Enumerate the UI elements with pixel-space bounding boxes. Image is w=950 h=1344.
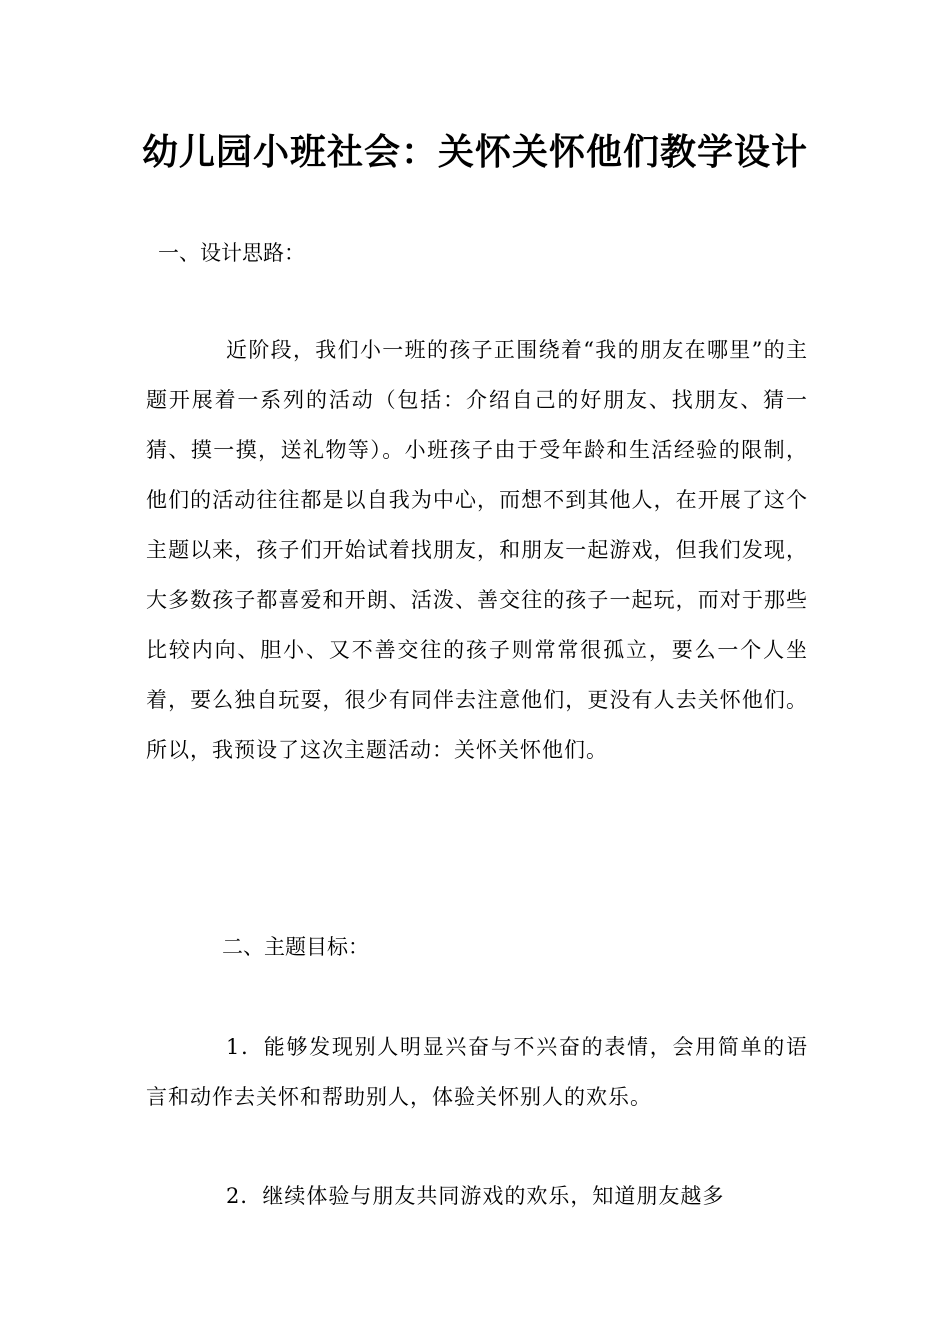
section-heading-goals: 二、主题目标： [222, 935, 369, 959]
goal-item-1: 1．能够发现别人明显兴奋与不兴奋的表情，会用简单的语言和动作去关怀和帮助别人，体验关怀别人的欢乐。 [146, 1035, 808, 1109]
section-heading-design-idea: 一、设计思路： [158, 241, 305, 265]
document-title: 幼儿园小班社会：关怀关怀他们教学设计 [141, 132, 808, 173]
goal-item-2: 2．继续体验与朋友共同游戏的欢乐，知道朋友越多 [226, 1184, 725, 1208]
paragraph-design-idea: 近阶段，我们小一班的孩子正围绕着“我的朋友在哪里”的主题开展着一系列的活动（包括：介绍自己的好朋友、找朋友、猜一猜、摸一摸，送礼物等）。小班孩子由于受年龄和生活经验的限制，他们的活动往往都是以自我为中心，而想不到其他人，在开展了这个主题以来，孩子们开始试着找朋友，和朋友一起游戏，但我们发现，大多数孩子都喜爱和开朗、活泼、善交往的孩子一起玩，而对于那些比较内向、胆小、又不善交往的孩子则常常很孤立，要么一个人坐着，要么独自玩耍，很少有同伴去注意他们，更没有人去关怀他们。所以，我预设了这次主题活动：关怀关怀他们。 [146, 338, 808, 762]
